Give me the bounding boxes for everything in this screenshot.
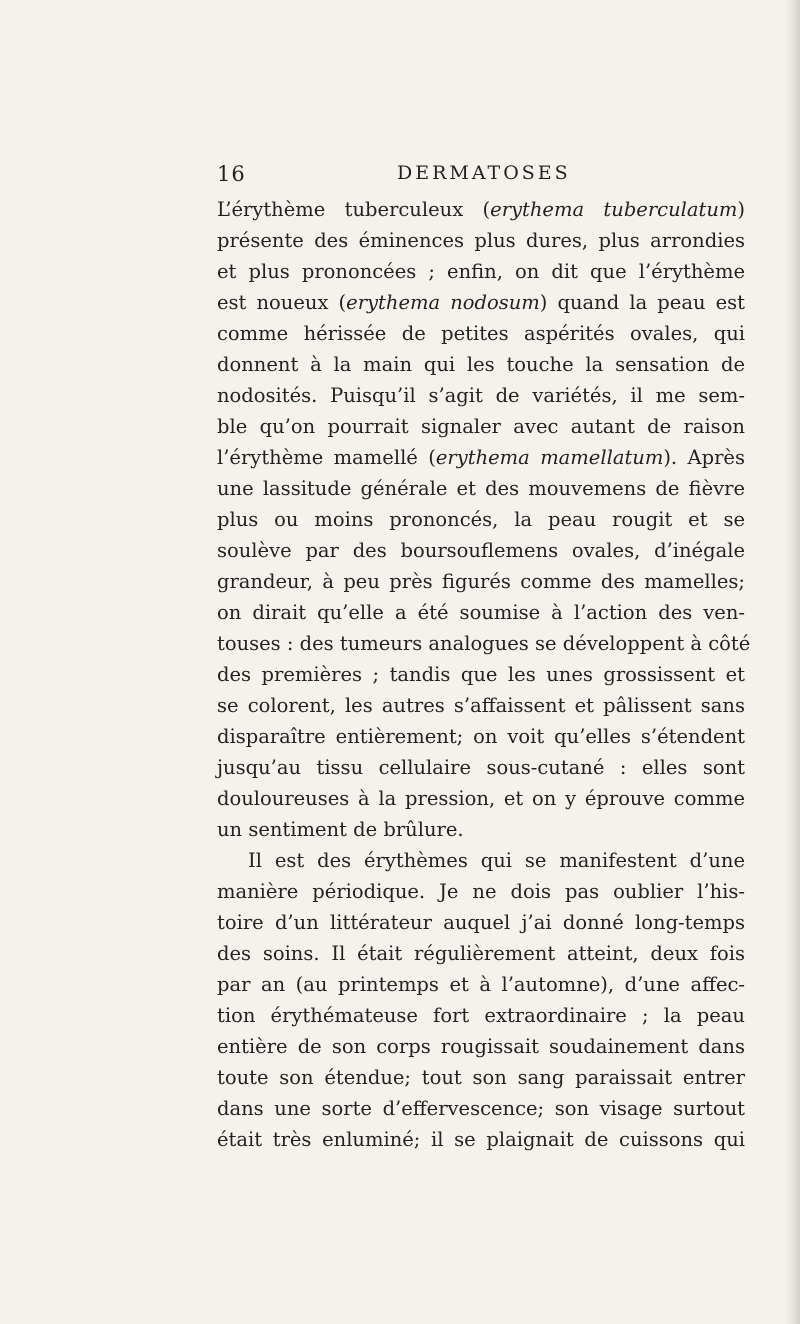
text-line: on dirait qu’elle a été soumise à l’action des ven- [217,601,745,624]
text-line: dans une sorte d’effervescence; son visage surtout [217,1097,745,1120]
text-line: plus ou moins prononcés, la peau rougit et se [217,508,745,531]
text-line: jusqu’au tissu cellulaire sous-cutané : elles sont [217,756,745,779]
text-line: et plus prononcées ; enfin, on dit que l’érythème [217,260,745,283]
text-line: manière périodique. Je ne dois pas oublier l’his- [217,880,745,903]
text-line: était très enluminé; il se plaignait de cuissons qui [217,1128,745,1151]
text-line: disparaître entièrement; on voit qu’elles s’étendent [217,725,745,748]
text-line: tion érythémateuse fort extraordinaire ; la peau [217,1004,745,1027]
text-line: douloureuses à la pression, et on y éprouve comme [217,787,745,810]
text-line: L’érythème tuberculeux (erythema tuberculatum) [217,198,745,221]
text-line: touses : des tumeurs analogues se développent à côté [217,632,751,655]
text-line: ble qu’on pourrait signaler avec autant de raison [217,415,745,438]
text-line: toire d’un littérateur auquel j’ai donné long-temps [217,911,745,934]
paragraph-start-line: Il est des érythèmes qui se manifestent d’une [248,849,745,872]
page-number: 16 [217,162,246,186]
text-line: l’érythème mamellé (erythema mamellatum). Après [217,446,745,469]
text-line: présente des éminences plus dures, plus arrondies [217,229,745,252]
text-line: une lassitude générale et des mouvemens de fièvre [217,477,745,500]
page-edge-shadow [784,0,800,1324]
text-line: donnent à la main qui les touche la sensation de [217,353,745,376]
text-line: des premières ; tandis que les unes grossissent et [217,663,745,686]
running-title: DERMATOSES [397,162,571,184]
text-line: nodosités. Puisqu’il s’agit de variétés, il me sem- [217,384,745,407]
text-line: grandeur, à peu près figurés comme des mamelles; [217,570,745,593]
text-line: est noueux (erythema nodosum) quand la peau est [217,291,745,314]
text-line: se colorent, les autres s’affaissent et pâlissent sans [217,694,745,717]
text-line: par an (au printemps et à l’automne), d’une affec- [217,973,745,996]
paragraph-end-line: un sentiment de brûlure. [217,818,464,841]
text-line: toute son étendue; tout son sang paraissait entrer [217,1066,745,1089]
text-line: comme hérissée de petites aspérités ovales, qui [217,322,745,345]
text-line: entière de son corps rougissait soudainement dans [217,1035,745,1058]
page-header [217,162,737,192]
body-text [217,194,751,1155]
text-line: soulève par des boursouflemens ovales, d’inégale [217,539,745,562]
text-line: des soins. Il était régulièrement atteint, deux fois [217,942,745,965]
